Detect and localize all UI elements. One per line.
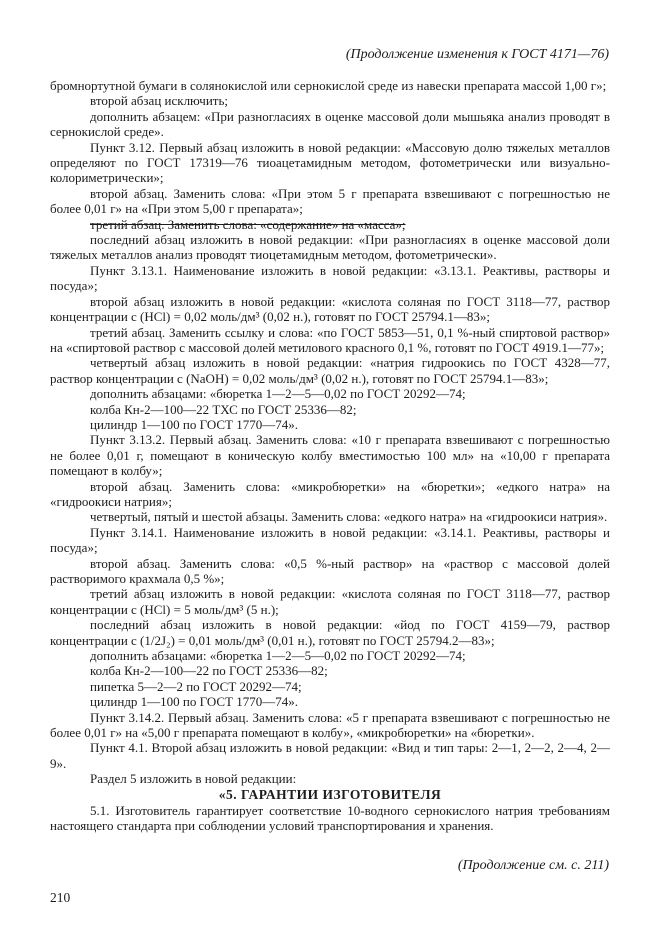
paragraph: Пункт 3.13.1. Наименование изложить в новой редакции: «3.13.1. Реактивы, растворы и посуда»; xyxy=(50,262,610,294)
paragraph: колба Кн-2—100—22 ТХС по ГОСТ 25336—82; xyxy=(90,401,357,417)
paragraph: четвертый, пятый и шестой абзацы. Заменить слова: «едкого натра» на «гидроокиси натрия». xyxy=(90,509,608,525)
paragraph: третий абзац изложить в новой редакции: «кислота соляная по ГОСТ 3118—77, раствор концентрации с (HCl) = 5 моль/дм³ (5 н.); xyxy=(50,586,610,617)
page-number: 210 xyxy=(50,890,71,905)
paragraph: дополнить абзацами: «бюретка 1—2—5—0,02 по ГОСТ 20292—74; xyxy=(90,386,466,402)
paragraph: последний абзац изложить в новой редакции: «При разногласиях в оценке массовой доли тяжелых металлов анализ проводят тиоцетамидным методом, фотометрически». xyxy=(50,232,610,263)
paragraph: Пункт 4.1. Второй абзац изложить в новой редакции: «Вид и тип тары: 2—1, 2—2, 2—4, 2—9». xyxy=(50,740,610,771)
paragraph: Пункт 3.13.2. Первый абзац. Заменить слова: «10 г препарата взвешивают с погрешностью не более 0,01 г, помещают в коническую колбу вместимостью 100 мл» на «10,00 г препарата помещают в колбу»; xyxy=(50,432,610,479)
paragraph: Пункт 3.14.1. Наименование изложить в новой редакции: «3.14.1. Реактивы, растворы и посуда»; xyxy=(50,524,610,556)
paragraph: четвертый абзац изложить в новой редакции: «натрия гидроокись по ГОСТ 4328—77, раствор концентрации с (NaOH) = 0,02 моль/дм³ (0,02 н.), готовят по ГОСТ 25794.1—83»; xyxy=(50,355,610,386)
paragraph: цилиндр 1—100 по ГОСТ 1770—74». xyxy=(90,416,298,432)
struck-paragraph: третий абзац. Заменить слова: «содержание» на «масса»; xyxy=(90,216,406,232)
paragraph: второй абзац. Заменить слова: «При этом 5 г препарата взвешивают с погрешностью не более 0,01 г» на «При этом 5,00 г препарата»; xyxy=(50,185,610,217)
document-body xyxy=(50,78,610,834)
paragraph: третий абзац. Заменить ссылку и слова: «по ГОСТ 5853—51, 0,1 %-ный спиртовой раствор» на «спиртовой раствор с массовой долей метилового красного 0,1 %, готовят по ГОСТ 4919.1—77»; xyxy=(50,324,610,355)
paragraph: второй абзац. Заменить слова: «микробюретки» на «бюретки»; «едкого натра» на «гидроокиси натрия»; xyxy=(50,478,610,509)
continuation-footer: (Продолжение см. с. 211) xyxy=(457,858,609,873)
paragraph: последний абзац изложить в новой редакции: «йод по ГОСТ 4159—79, раствор концентрации с (1/2J₂) = 0,01 моль/дм³ (0,01 н.), готовят по ГОСТ 25794.2—83»; xyxy=(50,617,610,648)
paragraph: второй абзац. Заменить слова: «0,5 %-ный раствор» на «раствор с массовой долей растворимого крахмала 0,5 %»; xyxy=(50,555,610,586)
paragraph: дополнить абзацем: «При разногласиях в оценке массовой доли мышьяка анализ проводят в сернокислой среде». xyxy=(50,108,610,140)
paragraph: цилиндр 1—100 по ГОСТ 1770—74». xyxy=(90,694,298,710)
continuation-header: (Продолжение изменения к ГОСТ 4171—76) xyxy=(345,47,609,62)
paragraph: Пункт 3.12. Первый абзац изложить в новой редакции: «Массовую долю тяжелых металлов определяют по ГОСТ 17319—76 тиоацетамидным методом, фотометрически или визуально-колориметрически»; xyxy=(50,139,610,186)
paragraph: бромнортутной бумаги в солянокислой или сернокислой среде из навески препарата массой 1,00 г»; xyxy=(50,78,607,93)
paragraph: второй абзац исключить; xyxy=(90,93,228,109)
paragraph: пипетка 5—2—2 по ГОСТ 20292—74; xyxy=(90,678,302,694)
closing-paragraph: 5.1. Изготовитель гарантирует соответствие 10-водного сернокислого натрия требованиям настоящего стандарта при соблюдении условий транспортирования и хранения. xyxy=(50,802,610,834)
paragraph: Пункт 3.14.2. Первый абзац. Заменить слова: «5 г препарата взвешивают с погрешностью не более 0,01 г» на «5,00 г препарата помещают в колбу», «микробюретки» на «бюретки». xyxy=(50,709,610,741)
paragraph: второй абзац изложить в новой редакции: «кислота соляная по ГОСТ 3118—77, раствор концентрации с (HCl) = 0,02 моль/дм³ (0,02 н.), готовят по ГОСТ 25794.1—83»; xyxy=(50,293,610,325)
paragraph: колба Кн-2—100—22 по ГОСТ 25336—82; xyxy=(90,663,328,679)
paragraph: дополнить абзацами: «бюретка 1—2—5—0,02 по ГОСТ 20292—74; xyxy=(90,648,466,664)
section-heading: «5. ГАРАНТИИ ИЗГОТОВИТЕЛЯ xyxy=(218,786,442,802)
paragraph: Раздел 5 изложить в новой редакции: xyxy=(90,771,297,787)
